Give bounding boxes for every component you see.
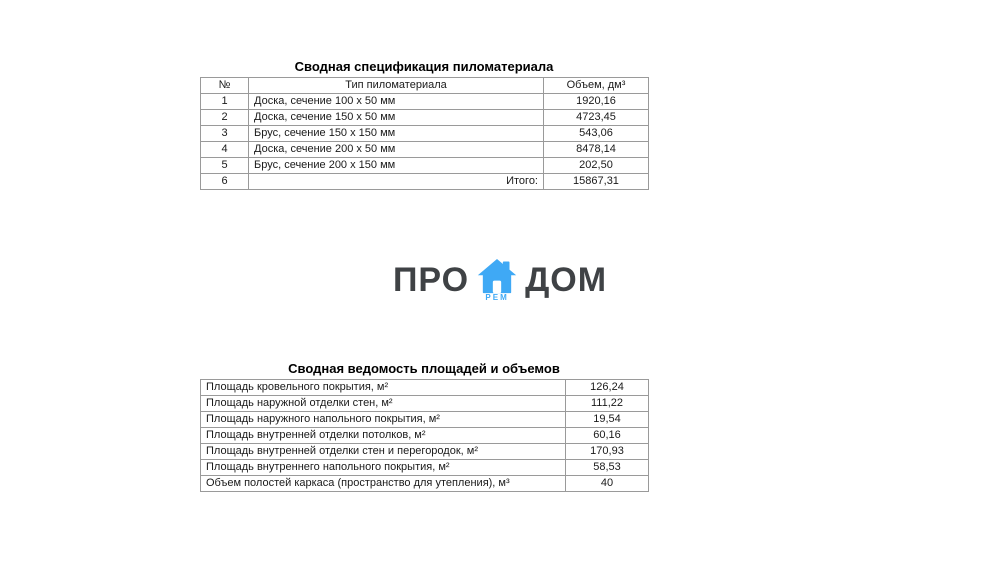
row-number: 6 <box>201 174 249 190</box>
areas-table-title: Сводная ведомость площадей и объемов <box>288 361 560 376</box>
area-name: Объем полостей каркаса (пространство для утепления), м³ <box>201 476 566 492</box>
logo-sub-text: РЕМ <box>485 293 509 302</box>
area-value: 40 <box>566 476 649 492</box>
area-value: 111,22 <box>566 396 649 412</box>
lumber-table <box>200 77 649 190</box>
areas-table <box>200 379 649 492</box>
area-value: 170,93 <box>566 444 649 460</box>
row-number: 4 <box>201 142 249 158</box>
total-label: Итого: <box>249 174 544 190</box>
row-number: 3 <box>201 126 249 142</box>
area-value: 19,54 <box>566 412 649 428</box>
lumber-volume: 202,50 <box>544 158 649 174</box>
area-name: Площадь наружного напольного покрытия, м² <box>201 412 566 428</box>
lumber-volume: 1920,16 <box>544 94 649 110</box>
total-row <box>201 174 649 190</box>
row-number: 1 <box>201 94 249 110</box>
table-row <box>201 412 649 428</box>
house-icon <box>477 259 517 294</box>
lumber-type: Брус, сечение 200 х 150 мм <box>249 158 544 174</box>
total-volume: 15867,31 <box>544 174 649 190</box>
table-row <box>201 142 649 158</box>
table-row <box>201 158 649 174</box>
lumber-spec-section <box>200 59 648 190</box>
table-row <box>201 444 649 460</box>
lumber-volume: 4723,45 <box>544 110 649 126</box>
lumber-type: Доска, сечение 200 х 50 мм <box>249 142 544 158</box>
table-row <box>201 396 649 412</box>
table-row <box>201 126 649 142</box>
table-row <box>201 110 649 126</box>
lumber-type: Доска, сечение 100 х 50 мм <box>249 94 544 110</box>
area-name: Площадь внутренней отделки потолков, м² <box>201 428 566 444</box>
area-name: Площадь внутреннего напольного покрытия, м² <box>201 460 566 476</box>
header-cell-volume: Объем, дм³ <box>544 78 649 94</box>
header-cell-number: № <box>201 78 249 94</box>
area-name: Площадь кровельного покрытия, м² <box>201 380 566 396</box>
table-row <box>201 476 649 492</box>
areas-volumes-section <box>200 361 648 492</box>
row-number: 2 <box>201 110 249 126</box>
table-row <box>201 428 649 444</box>
logo-text-dom: ДОМ <box>525 260 608 299</box>
lumber-type: Брус, сечение 150 х 150 мм <box>249 126 544 142</box>
lumber-header-row <box>201 78 649 94</box>
table-row <box>201 460 649 476</box>
lumber-table-title: Сводная спецификация пиломатериала <box>294 59 554 74</box>
table-row <box>201 94 649 110</box>
header-cell-type: Тип пиломатериала <box>249 78 544 94</box>
prodom-logo <box>0 258 1000 301</box>
logo-text-pro: ПРО <box>392 260 470 299</box>
area-value: 126,24 <box>566 380 649 396</box>
lumber-volume: 8478,14 <box>544 142 649 158</box>
lumber-type: Доска, сечение 150 х 50 мм <box>249 110 544 126</box>
logo-icon-block <box>477 259 517 302</box>
area-value: 58,53 <box>566 460 649 476</box>
area-value: 60,16 <box>566 428 649 444</box>
row-number: 5 <box>201 158 249 174</box>
table-row <box>201 380 649 396</box>
lumber-volume: 543,06 <box>544 126 649 142</box>
area-name: Площадь внутренней отделки стен и перегородок, м² <box>201 444 566 460</box>
area-name: Площадь наружной отделки стен, м² <box>201 396 566 412</box>
